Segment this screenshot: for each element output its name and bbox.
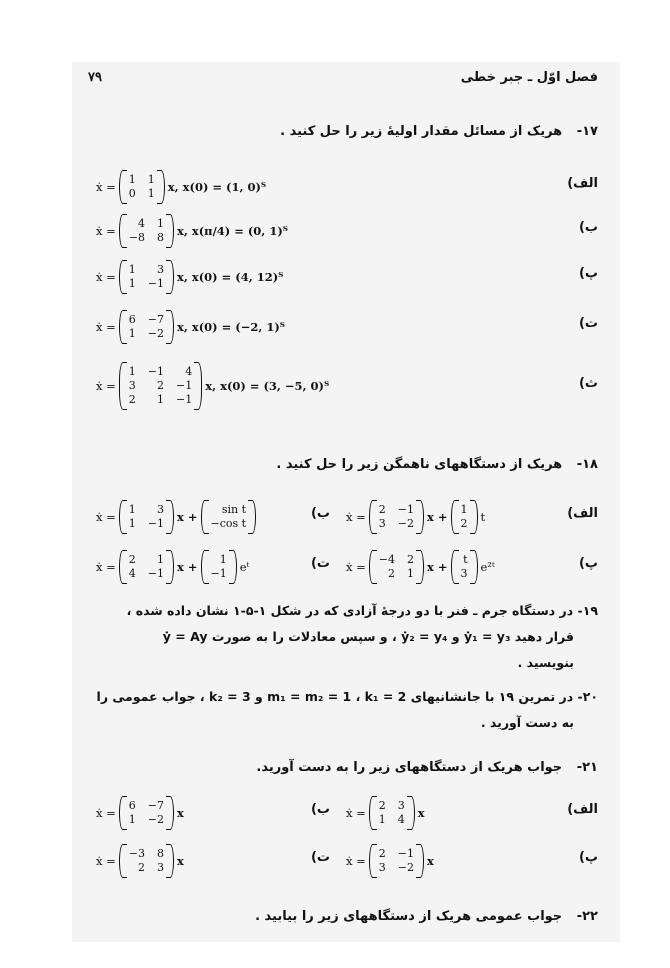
matrix-entry: −2: [397, 517, 414, 530]
left-paren: [119, 170, 127, 204]
left-paren: [369, 550, 377, 584]
left-paren: [119, 214, 127, 248]
matrix-entry: 2: [407, 553, 414, 566]
matrix-entry: −1: [176, 393, 193, 406]
coefficient-matrix: [119, 310, 174, 344]
exercise-text: هریک از مسائل مقدار اولیهٔ زیر را حل کنید .: [280, 124, 563, 139]
matrix-entry: −4: [378, 553, 395, 566]
coefficient-matrix: [119, 362, 202, 410]
item-label: الف): [567, 506, 598, 521]
matrix-entry: −1: [210, 567, 227, 580]
item-label: پ): [578, 850, 598, 865]
item-label: پ): [578, 266, 598, 281]
equation-rhs: x, x(0) = (4, 12)ᵀ: [177, 270, 284, 284]
matrix-entry: 0: [128, 187, 136, 200]
left-paren: [119, 550, 127, 584]
item-label: ت): [310, 556, 330, 571]
matrix-entry: 4: [128, 567, 136, 580]
equation: [96, 214, 288, 248]
left-paren: [119, 796, 127, 830]
equation: [96, 310, 285, 344]
matrix-entry: 3: [460, 567, 468, 580]
page-number: ۷۹: [88, 70, 102, 85]
matrix-entry: 4: [138, 217, 145, 230]
matrix-entry: −1: [147, 567, 164, 580]
right-paren: [166, 310, 174, 344]
matrix-entry: −3: [128, 847, 145, 860]
matrix-entry: 4: [185, 365, 193, 378]
coefficient-matrix: [119, 500, 174, 534]
matrix-entry: 2: [128, 553, 136, 566]
left-paren: [451, 500, 459, 534]
equation-lhs: ẋ =: [96, 180, 116, 194]
matrix-entry: 3: [378, 517, 386, 530]
item-label: پ): [578, 556, 598, 571]
coefficient-matrix: [119, 170, 165, 204]
matrix-grid: [459, 503, 470, 531]
right-paren: [416, 550, 424, 584]
left-paren: [119, 362, 127, 410]
exercise-text: جواب هریک از دستگاههای زیر را به دست آورید.: [256, 760, 563, 775]
exercise-text: هریک از دستگاههای ناهمگن زیر را حل کنید .: [276, 457, 563, 472]
matrix-grid: [209, 553, 229, 581]
exercise-number: ۲۱-: [576, 760, 598, 775]
equation-rhs: x: [177, 854, 184, 868]
matrix-entry: 1: [147, 173, 155, 186]
equation-rhs: x, x(π/4) = (0, 1)ᵀ: [177, 224, 288, 238]
equation-lhs: ẋ =: [96, 320, 116, 334]
right-paren: [166, 550, 174, 584]
matrix-entry: 1: [128, 173, 136, 186]
matrix-entry: 3: [157, 861, 164, 874]
right-paren: [229, 550, 237, 584]
matrix-entry: 6: [128, 313, 136, 326]
matrix-entry: 1: [128, 263, 136, 276]
coefficient-matrix: [369, 500, 424, 534]
exercise-number: ۲۲-: [576, 909, 598, 924]
item-label: ت): [310, 850, 330, 865]
matrix-entry: 1: [128, 365, 136, 378]
matrix-grid: [127, 847, 166, 875]
equation: [346, 796, 425, 830]
right-paren: [166, 796, 174, 830]
matrix-grid: [127, 799, 166, 827]
matrix-entry: 1: [128, 813, 136, 826]
right-paren: [166, 844, 174, 878]
matrix-entry: 2: [378, 799, 386, 812]
chapter-title: فصل اوّل ـ جبر خطی: [460, 70, 598, 85]
matrix-entry: 3: [397, 799, 405, 812]
right-paren: [416, 844, 424, 878]
matrix-entry: −2: [147, 327, 164, 340]
equation-lhs: ẋ =: [346, 854, 366, 868]
forcing-vector: [451, 550, 478, 584]
exercise-22-heading: [255, 909, 598, 924]
matrix-grid: [209, 503, 249, 531]
exercise-21-heading: [256, 760, 598, 775]
equation-plus: x +: [177, 560, 198, 574]
matrix-entry: −2: [397, 861, 414, 874]
matrix-entry: 1: [128, 277, 136, 290]
matrix-entry: 3: [378, 861, 386, 874]
equation-rhs: x: [417, 806, 425, 820]
left-paren: [119, 500, 127, 534]
exercise-17-heading: [280, 124, 598, 139]
coefficient-matrix: [369, 844, 424, 878]
matrix-entry: 2: [378, 503, 386, 516]
coefficient-matrix: [119, 260, 174, 294]
matrix-grid: [377, 799, 407, 827]
equation: [96, 260, 283, 294]
matrix-entry: 2: [157, 379, 164, 392]
matrix-entry: 8: [157, 847, 164, 860]
left-paren: [119, 310, 127, 344]
matrix-entry: 3: [157, 263, 164, 276]
matrix-entry: −1: [147, 517, 164, 530]
equation-lhs: ẋ =: [96, 224, 116, 238]
coefficient-matrix: [119, 844, 174, 878]
equation-lhs: ẋ =: [96, 270, 116, 284]
matrix-grid: [377, 553, 416, 581]
matrix-grid: [127, 553, 166, 581]
item-label: الف): [567, 176, 598, 191]
equation-rhs: x, x(0) = (1, 0)ᵀ: [167, 180, 267, 194]
matrix-entry: 1: [157, 393, 164, 406]
equation-lhs: ẋ =: [346, 510, 366, 524]
forcing-vector: [201, 550, 237, 584]
equation-plus: x +: [427, 560, 448, 574]
equation-plus: x +: [427, 510, 448, 524]
exercise-number: ۱۹-: [577, 603, 598, 618]
exercise-19-line-3: بنویسید .: [517, 655, 574, 670]
exercise-19-line-1: [58, 598, 598, 624]
equation: [96, 550, 249, 584]
coefficient-matrix: [119, 796, 174, 830]
exercise-19: [58, 598, 598, 676]
left-paren: [201, 550, 209, 584]
exercise-number: ۲۰-: [577, 689, 598, 704]
matrix-entry: 1: [147, 187, 155, 200]
equation: [346, 844, 434, 878]
matrix-entry: 1: [128, 327, 136, 340]
right-paren: [166, 500, 174, 534]
matrix-entry: −1: [397, 847, 414, 860]
equation-rhs: x, x(0) = (−2, 1)ᵀ: [177, 320, 286, 334]
exercise-20-line-2: به دست آورید .: [480, 715, 574, 730]
matrix-entry: 1: [128, 517, 136, 530]
exercise-20-line-1: [58, 684, 598, 710]
matrix-entry: sin t: [221, 503, 247, 516]
matrix-grid: [127, 503, 166, 531]
matrix-entry: 1: [219, 553, 227, 566]
matrix-entry: −7: [147, 799, 164, 812]
equation: [96, 844, 184, 878]
item-label: الف): [567, 802, 598, 817]
matrix-entry: 1: [157, 553, 164, 566]
equation-lhs: ẋ =: [96, 854, 116, 868]
matrix-grid: [127, 365, 194, 407]
matrix-grid: [127, 217, 166, 245]
left-paren: [369, 500, 377, 534]
matrix-entry: −1: [147, 365, 164, 378]
exercise-18-heading: [276, 457, 598, 472]
equation: [96, 362, 329, 410]
coefficient-matrix: [369, 550, 424, 584]
matrix-entry: −cos t: [210, 517, 247, 530]
exercise-text: در تمرین ۱۹ با جانشانیهای m₁ = m₂ = 1 ، k₁ = 2 و k₂ = 3 ، جواب عمومی را: [96, 689, 574, 704]
exercise-text: در دستگاه جرم ـ فنر با دو درجهٔ آزادی که در شکل ۱-۵-۱ نشان داده شده ،: [126, 603, 574, 618]
equation-lhs: ẋ =: [96, 806, 116, 820]
forcing-factor: e²ᵗ: [480, 560, 495, 574]
equation-lhs: ẋ =: [346, 806, 366, 820]
matrix-entry: −8: [128, 231, 145, 244]
matrix-entry: 1: [378, 813, 386, 826]
matrix-entry: 3: [157, 503, 164, 516]
matrix-grid: [127, 313, 166, 341]
item-label: ث): [578, 376, 598, 391]
matrix-entry: 1: [407, 567, 414, 580]
exercise-number: ۱۷-: [576, 124, 598, 139]
matrix-entry: 2: [460, 517, 468, 530]
coefficient-matrix: [119, 214, 174, 248]
coefficient-matrix: [369, 796, 415, 830]
matrix-entry: 3: [128, 379, 136, 392]
forcing-vector: [201, 500, 257, 534]
right-paren: [194, 362, 202, 410]
matrix-entry: −1: [397, 503, 414, 516]
exercise-number: ۱۸-: [576, 457, 598, 472]
equation-lhs: ẋ =: [96, 510, 116, 524]
equation-lhs: ẋ =: [96, 379, 116, 393]
right-paren: [470, 550, 478, 584]
equation: [346, 500, 485, 534]
matrix-entry: 2: [138, 861, 145, 874]
matrix-entry: 4: [397, 813, 405, 826]
matrix-grid: [377, 847, 416, 875]
matrix-entry: 2: [378, 847, 386, 860]
forcing-vector: [451, 500, 478, 534]
equation-rhs: x: [427, 854, 434, 868]
coefficient-matrix: [119, 550, 174, 584]
matrix-entry: 8: [157, 231, 164, 244]
matrix-entry: 2: [128, 393, 136, 406]
matrix-grid: [127, 263, 166, 291]
equation: [346, 550, 495, 584]
equation: [96, 500, 256, 534]
matrix-entry: −1: [176, 379, 193, 392]
right-paren: [166, 214, 174, 248]
left-paren: [369, 796, 377, 830]
exercise-text: جواب عمومی هریک از دستگاههای زیر را بیابید .: [255, 909, 563, 924]
exercise-19-line-2: قرار دهید ẏ₁ = y₃ و ẏ₂ = y₄ ، و سپس معادلات را به صورت ẏ = Ay: [162, 629, 574, 644]
equation-plus: x +: [177, 510, 198, 524]
right-paren: [166, 260, 174, 294]
left-paren: [201, 500, 209, 534]
exercise-20: [58, 684, 598, 736]
right-paren: [248, 500, 256, 534]
item-label: ب): [310, 506, 330, 521]
matrix-entry: t: [463, 553, 468, 566]
matrix-entry: 1: [157, 217, 164, 230]
equation-lhs: ẋ =: [346, 560, 366, 574]
matrix-entry: 1: [460, 503, 468, 516]
equation-rhs: x: [177, 806, 184, 820]
matrix-entry: 6: [128, 799, 136, 812]
equation-lhs: ẋ =: [96, 560, 116, 574]
equation: [96, 170, 266, 204]
matrix-grid: [459, 553, 470, 581]
item-label: ب): [310, 802, 330, 817]
matrix-grid: [377, 503, 416, 531]
matrix-entry: −7: [147, 313, 164, 326]
equation: [96, 796, 184, 830]
matrix-entry: 1: [128, 503, 136, 516]
matrix-entry: −2: [147, 813, 164, 826]
left-paren: [369, 844, 377, 878]
left-paren: [119, 844, 127, 878]
equation-rhs: x, x(0) = (3, −5, 0)ᵀ: [205, 379, 330, 393]
matrix-entry: 2: [388, 567, 395, 580]
matrix-entry: −1: [147, 277, 164, 290]
forcing-factor: eᵗ: [239, 560, 250, 574]
item-label: ب): [578, 220, 598, 235]
item-label: ت): [578, 316, 598, 331]
right-paren: [470, 500, 478, 534]
right-paren: [157, 170, 165, 204]
left-paren: [119, 260, 127, 294]
right-paren: [407, 796, 415, 830]
forcing-factor: t: [480, 510, 486, 524]
right-paren: [416, 500, 424, 534]
left-paren: [451, 550, 459, 584]
matrix-grid: [127, 173, 157, 201]
